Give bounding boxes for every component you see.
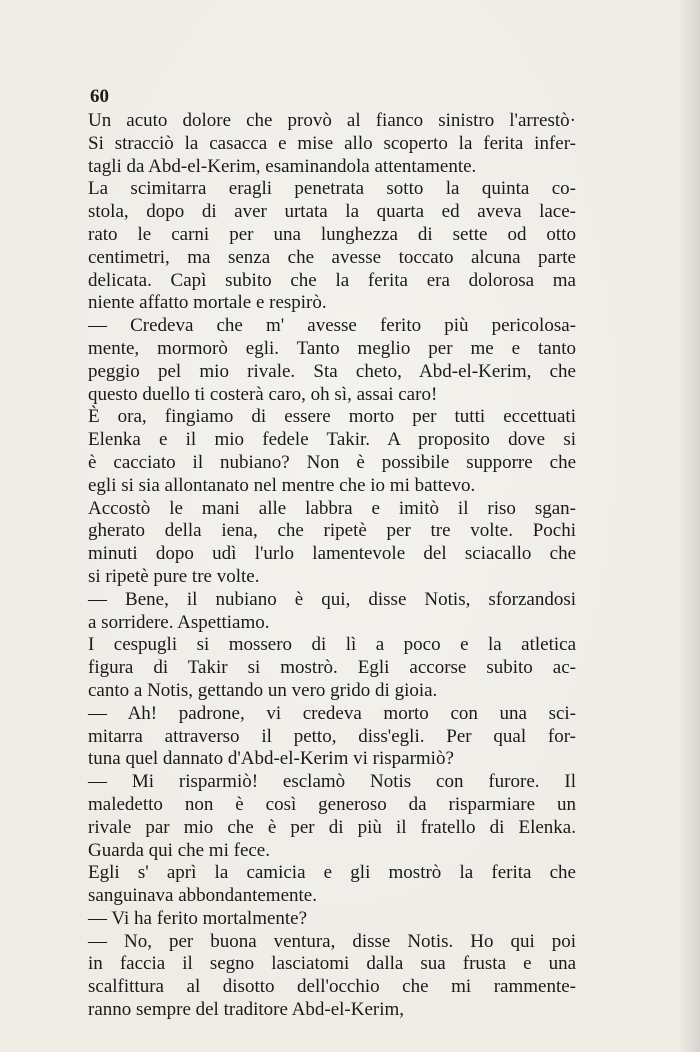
text-line: Accostò le mani alle labbra e imitò il riso sgan- (88, 497, 576, 519)
text-line: Guarda qui che mi fece. (88, 839, 270, 861)
text-line: è cacciato il nubiano? Non è possibile supporre che (88, 451, 576, 473)
text-line: centimetri, ma senza che avesse toccato alcuna parte (88, 246, 576, 268)
text-line: gherato della iena, che ripetè per tre volte. Pochi (88, 520, 576, 542)
text-line: — Vi ha ferito mortalmente? (88, 907, 308, 929)
text-line: — Bene, il nubiano è qui, disse Notis, sforzandosi (88, 588, 576, 610)
text-line: ranno sempre del traditore Abd-el-Kerim, (88, 999, 405, 1021)
text-line: si ripetè pure tre volte. (88, 565, 260, 587)
text-line: — No, per buona ventura, disse Notis. Ho qui poi (88, 930, 576, 952)
text-line: peggio pel mio rivale. Sta cheto, Abd-el-Kerim, che (88, 360, 576, 382)
text-line: mente, mormorò egli. Tanto meglio per me e tanto (88, 337, 576, 359)
text-line: in faccia il segno lasciatomi dalla sua frusta e una (88, 953, 576, 975)
page-number: 60 (90, 86, 109, 107)
text-line: scalfittura al disotto dell'occhio che mi rammente- (88, 976, 576, 998)
text-line: canto a Notis, gettando un vero grido di gioia. (88, 679, 438, 701)
text-line: egli si sia allontanato nel mentre che io mi battevo. (88, 474, 476, 496)
text-line: Egli s' aprì la camicia e gli mostrò la ferita che (88, 862, 576, 884)
text-line: figura di Takir si mostrò. Egli accorse subito ac- (88, 657, 576, 679)
text-line: a sorridere. Aspettiamo. (88, 611, 270, 633)
page-edge-shadow (678, 0, 700, 1052)
text-line: — Credeva che m' avesse ferito più pericolosa- (88, 315, 576, 337)
text-line: — Ah! padrone, vi credeva morto con una sci- (88, 702, 576, 724)
text-line: mitarra attraverso il petto, diss'egli. Per qual for- (88, 725, 576, 747)
text-line: stola, dopo di aver urtata la quarta ed aveva lace- (88, 201, 576, 223)
text-line: Si stracciò la casacca e mise allo scoperto la ferita infer- (88, 132, 576, 154)
text-line: rivale par mio che è per di più il fratello di Elenka. (88, 816, 576, 838)
text-line: tagli da Abd-el-Kerim, esaminandola attentamente. (88, 155, 477, 177)
text-line: sanguinava abbondantemente. (88, 885, 317, 907)
text-line: maledetto non è così generoso da risparmiare un (88, 793, 576, 815)
text-line: rato le carni per una lunghezza di sette od otto (88, 223, 576, 245)
text-line: delicata. Capì subito che la ferita era dolorosa ma (88, 269, 576, 291)
text-line: La scimitarra eragli penetrata sotto la quinta co- (88, 178, 576, 200)
text-line: questo duello ti costerà caro, oh sì, assai caro! (88, 383, 438, 405)
text-line: minuti dopo udì l'urlo lamentevole del sciacallo che (88, 543, 576, 565)
text-line: — Mi risparmiò! esclamò Notis con furore. Il (88, 771, 576, 793)
text-line: tuna quel dannato d'Abd-el-Kerim vi risparmiò? (88, 748, 454, 770)
text-line: Elenka e il mio fedele Takir. A proposito dove si (88, 429, 576, 451)
text-line: È ora, fingiamo di essere morto per tutti eccettuati (88, 406, 576, 428)
text-line: I cespugli si mossero di lì a poco e la atletica (88, 634, 576, 656)
text-line: Un acuto dolore che provò al fianco sinistro l'arrestò· (88, 110, 576, 131)
body-text (88, 110, 576, 1022)
text-line: niente affatto mortale e respirò. (88, 292, 327, 314)
